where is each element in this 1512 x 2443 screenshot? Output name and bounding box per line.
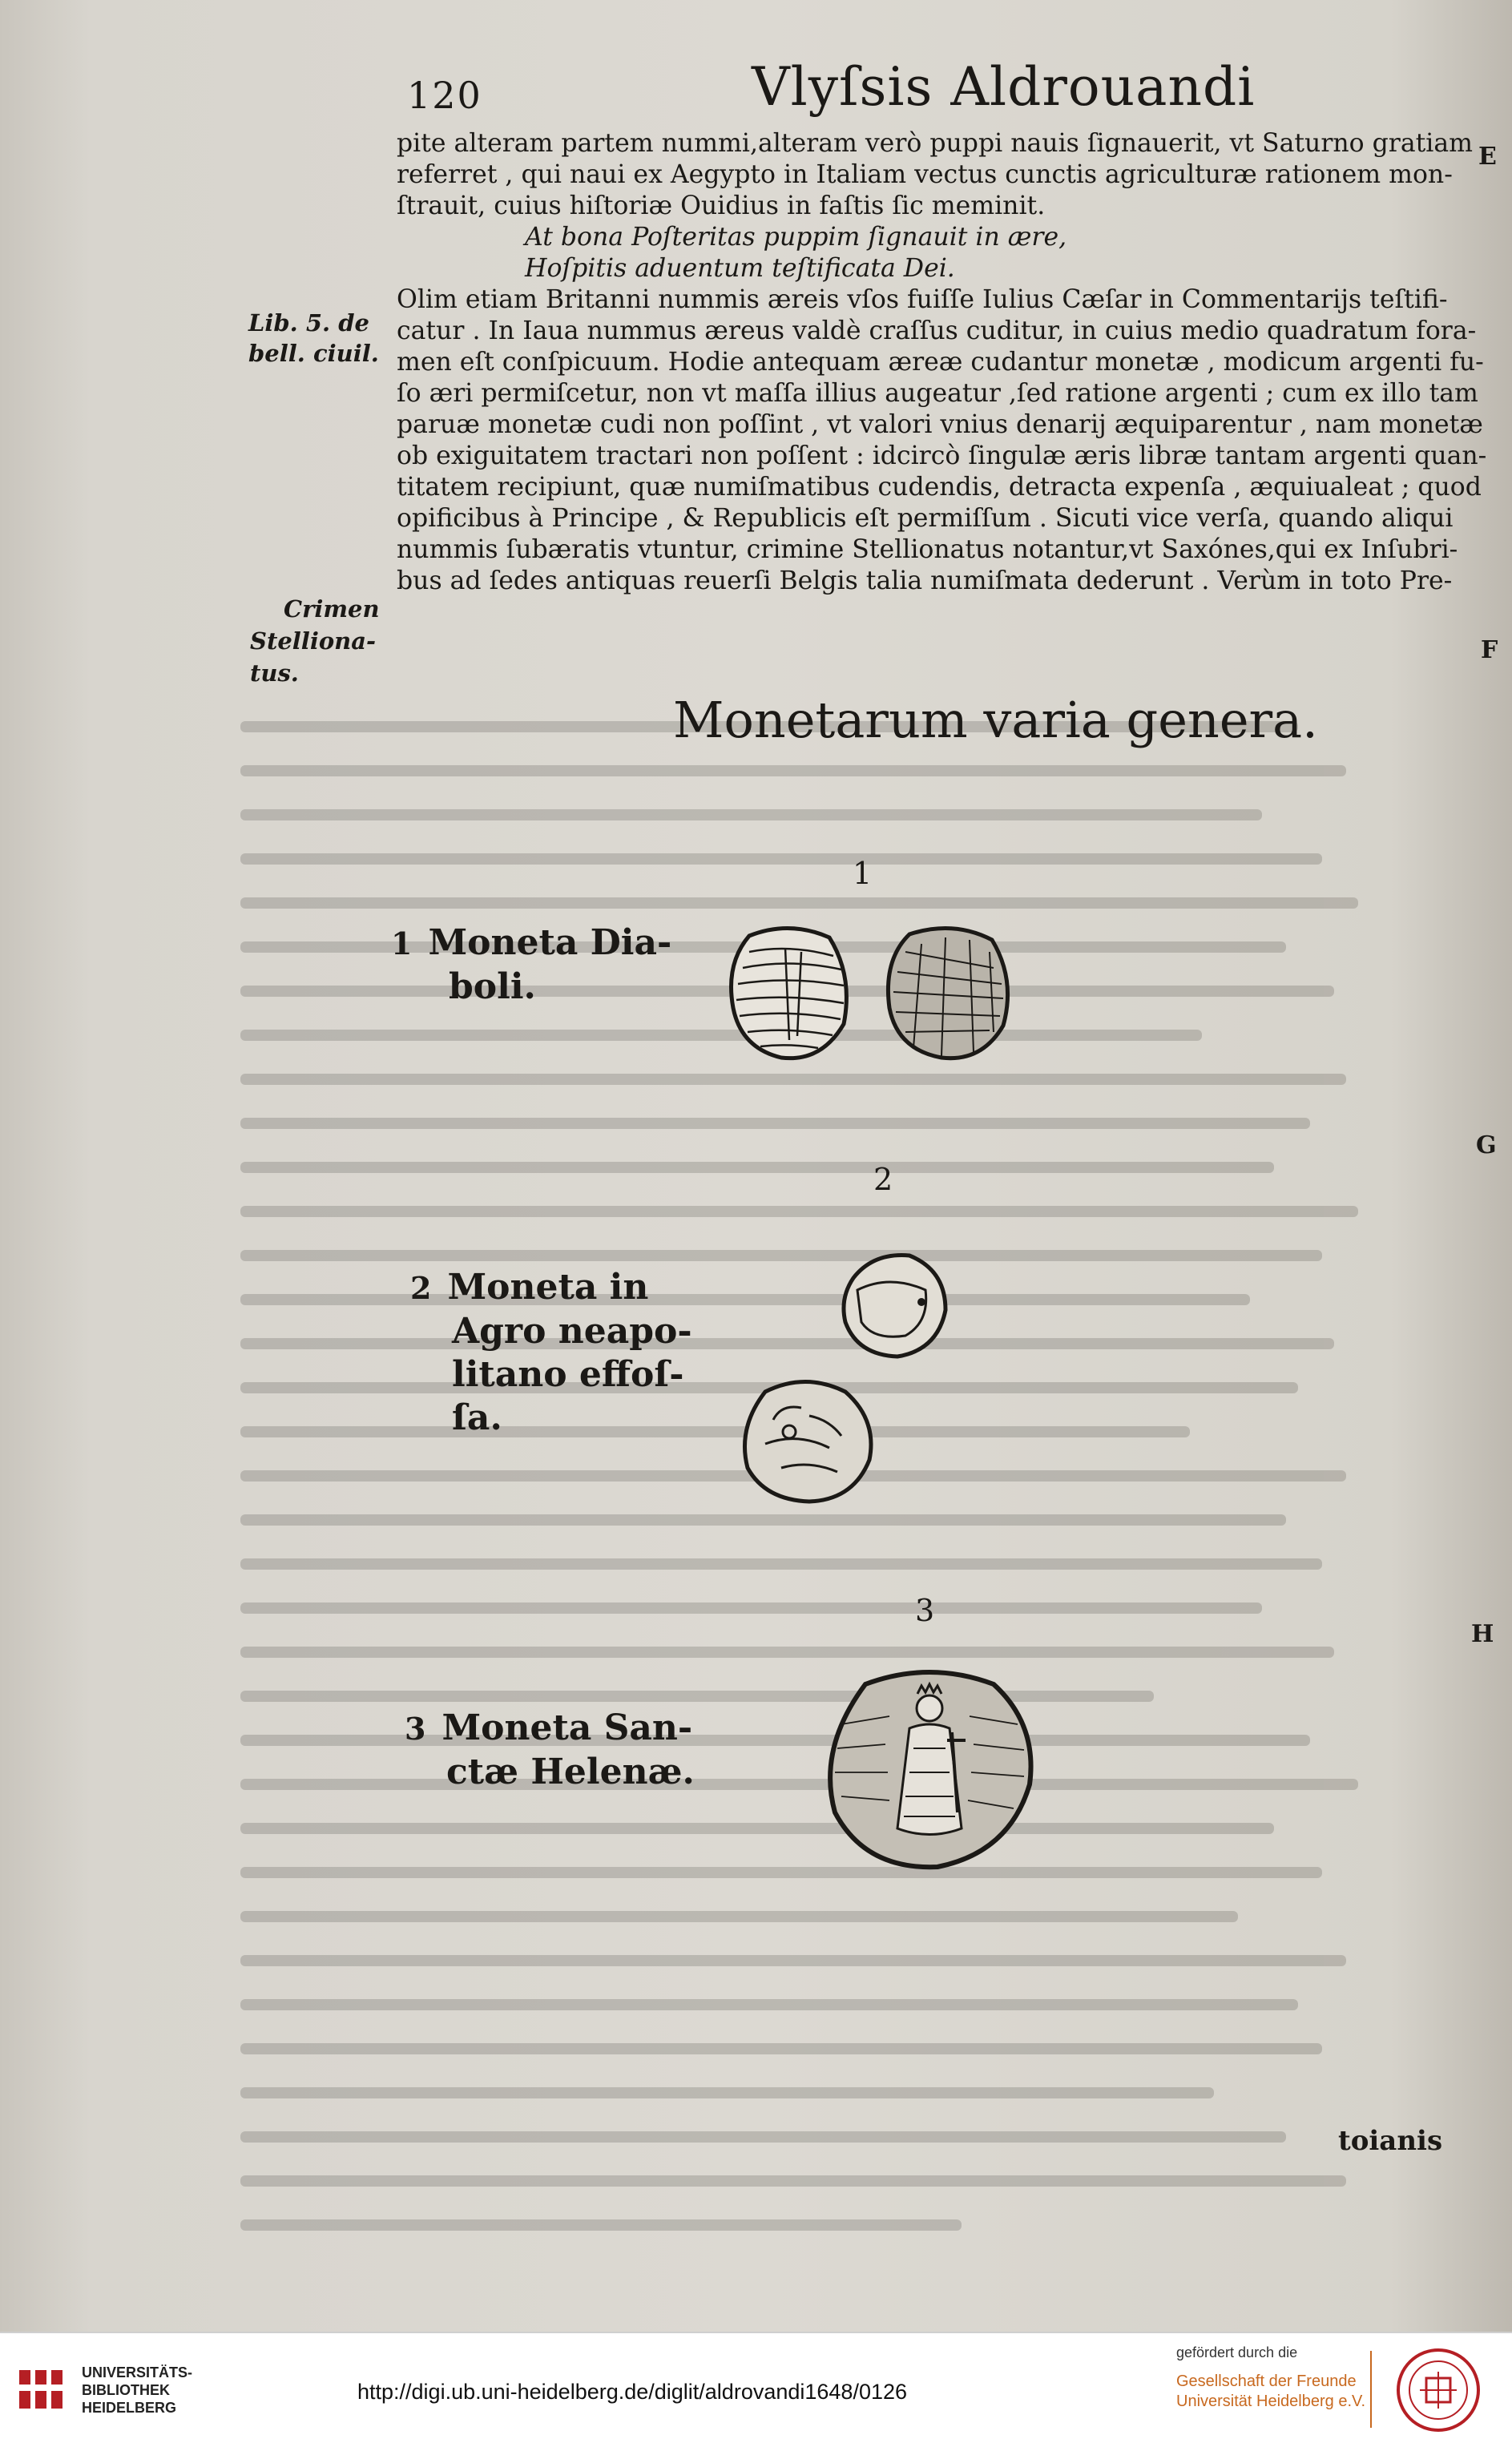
verse-line: At bona Poſteritas puppim ſignauit in ære, [525,223,1067,252]
body-line: Olim etiam Britanni nummis æreis vſos fuiſſe Iulius Cæſar in Commentarijs teſtifi- [397,285,1448,314]
body-line: ſo æri permiſcetur, non vt maſſa illius augeatur ,ſed ratione argenti ; cum ex illo tam [397,379,1478,408]
coin-3-label: 3 Moneta San- ctæ Helenæ. [405,1707,695,1792]
coin-1-obverse-woodcut [725,920,853,1064]
edge-letter-f: F [1481,636,1498,664]
body-line: pite alteram partem nummi,alteram verò puppi nauis ſignauerit, vt Saturno gratiam [397,129,1474,158]
body-line: catur . In Iaua nummus æreus valdè craſſus cuditur, in cuius medio quadratum fora- [397,316,1477,345]
body-line: opificibus à Principe , & Republicis eſt permiſſum . Sicuti vice verſa, quando aliqui [397,504,1454,533]
coin-3-saint-helena-woodcut [817,1660,1042,1877]
coin-3-number: 3 [915,1593,935,1628]
footer-bar [0,2332,1512,2443]
coin-1-number: 1 [853,856,873,891]
edge-letter-e: E [1478,143,1497,171]
sponsor-name: Gesellschaft der Freunde Universität Heidelberg e.V. [1176,2372,1366,2410]
section-title: Monetarum varia genera. [673,691,1318,749]
coin-1-label: 1 Moneta Dia- boli. [391,922,672,1007]
footer-divider [1370,2351,1372,2428]
margin-note-crimen: Crimen Stelliona- tus. [250,595,380,687]
body-line: ob exiguitatem tractari non poſſent : idcircò ſingulæ æris libræ tantam argenti quan- [397,441,1486,470]
coin-1-reverse-woodcut [881,920,1016,1064]
coin-2-label-number: 2 [410,1270,432,1306]
body-line: nummis ſubæratis vtuntur, crimine Stellionatus notantur,vt Saxónes,qui ex Inſubri- [397,535,1458,564]
body-line: titatem recipiunt, quæ numiſmatibus cudendis, detracta expenſa , æquiualeat ; quod [397,473,1482,502]
university-library-name: UNIVERSITÄTS- BIBLIOTHEK HEIDELBERG [82,2364,193,2416]
body-line: bus ad ſedes antiquas reuerſi Belgis talia numiſmata dederunt . Verùm in toto Pre- [397,566,1453,595]
university-library-logo-icon [18,2365,74,2413]
digital-copy-link[interactable]: http://digi.ub.uni-heidelberg.de/diglit/aldrovandi1648/0126 [357,2380,908,2404]
edge-letter-h: H [1471,1620,1494,1648]
margin-note-lib: Lib. 5. de bell. ciuil. [248,309,379,367]
coin-3-label-number: 3 [405,1711,426,1747]
coin-2-lower-woodcut [733,1372,881,1508]
catchword: toianis [1338,2125,1443,2157]
body-line: referret , qui naui ex Aegypto in Italiam vectus cunctis agriculturæ rationem mon- [397,160,1453,189]
body-line: men eſt conſpicuum. Hodie antequam æreæ cudantur monetæ , modicum argenti fu- [397,348,1484,377]
body-text [397,128,1486,597]
coin-2-upper-woodcut [833,1246,954,1366]
running-title: Vlyſsis Aldrouandi [752,56,1256,118]
verse-line: Hoſpitis aduentum teſtificata Dei. [525,254,955,283]
body-line: ſtrauit, cuius hiſtoriæ Ouidius in faſtis ſic meminit. [397,191,1046,220]
sponsor-intro: gefördert durch die [1176,2344,1298,2360]
coin-2-number: 2 [873,1162,893,1197]
edge-letter-g: G [1476,1131,1497,1159]
coin-1-label-number: 1 [391,925,413,961]
body-line: paruæ monetæ cudi non poſſint , vt valori vnius denarij æquiparentur , nam monetæ [397,410,1483,439]
university-seal-icon [1394,2346,1482,2434]
coin-2-label: 2 Moneta in Agro neapo- litano effoſ- ſa. [410,1267,692,1438]
page-number: 120 [407,74,482,117]
